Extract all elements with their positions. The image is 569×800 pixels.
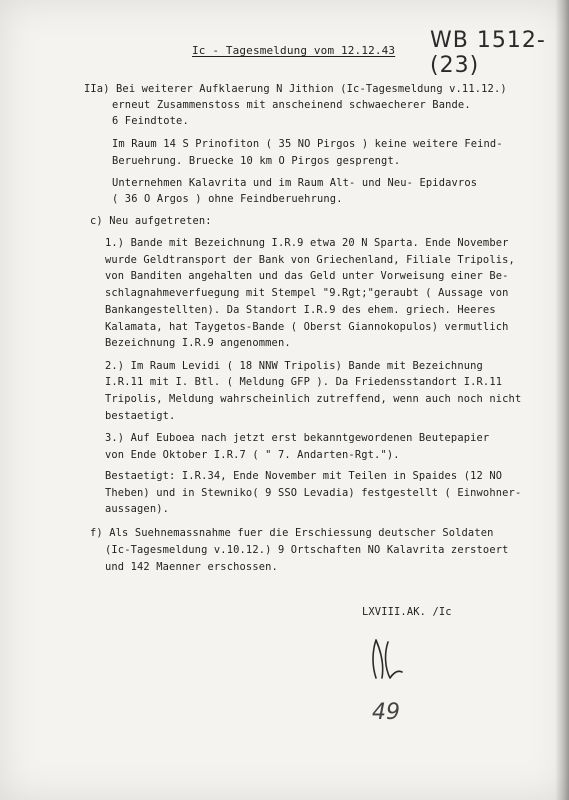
body-line: I.R.11 mit I. Btl. ( Meldung GFP ). Da Friedensstandort I.R.11 xyxy=(105,376,503,388)
body-line: 6 Feindtote. xyxy=(112,115,189,127)
body-line: Kalamata, hat Taygetos-Bande ( Oberst Giannokopulos) vermutlich xyxy=(105,321,509,333)
body-line: Im Raum 14 S Prinofiton ( 35 NO Pirgos ) keine weitere Feind- xyxy=(112,138,503,150)
body-line: 2.) Im Raum Levidi ( 18 NNW Tripolis) Bande mit Bezeichnung xyxy=(105,360,483,372)
body-line: erneut Zusammenstoss mit anscheinend schwaecherer Bande. xyxy=(112,99,471,111)
page-edge-shadow xyxy=(555,0,569,800)
body-line: 1.) Bande mit Bezeichnung I.R.9 etwa 20 N Sparta. Ende November xyxy=(105,237,509,249)
body-line: Bezeichnung I.R.9 angenommen. xyxy=(105,337,291,349)
body-line: und 142 Maenner erschossen. xyxy=(105,561,278,573)
body-line: Unternehmen Kalavrita und im Raum Alt- und Neu- Epidavros xyxy=(112,177,478,189)
body-line: von Ende Oktober I.R.7 ( " 7. Andarten-Rgt."). xyxy=(105,449,400,461)
body-line: wurde Geldtransport der Bank von Griechenland, Filiale Tripolis, xyxy=(105,254,515,266)
body-line: von Banditen angehalten und das Geld unter Vorweisung einer Be- xyxy=(105,270,509,282)
section-heading: c) Neu aufgetreten: xyxy=(90,215,212,227)
body-line: bestaetigt. xyxy=(105,410,176,422)
handwritten-signature xyxy=(368,636,408,687)
body-line: Beruehrung. Bruecke 10 km O Pirgos gesprengt. xyxy=(112,155,401,167)
body-line: IIa) Bei weiterer Aufklaerung N Jithion (Ic-Tagesmeldung v.11.12.) xyxy=(84,83,507,95)
archive-reference-text: WB 1512-(23) xyxy=(430,28,546,78)
body-line: (Ic-Tagesmeldung v.10.12.) 9 Ortschaften NO Kalavrita zerstoert xyxy=(105,544,509,556)
handwritten-page-number: 49 xyxy=(372,700,400,725)
body-line: Bestaetigt: I.R.34, Ende November mit Teilen in Spaides (12 NO xyxy=(105,470,503,482)
body-line: 3.) Auf Euboea nach jetzt erst bekanntgewordenen Beutepapier xyxy=(105,432,490,444)
body-line: Theben) und in Stewniko( 9 SSO Levadia) festgestellt ( Einwohner- xyxy=(105,487,522,499)
document-title: Ic - Tagesmeldung vom 12.12.43 xyxy=(192,44,396,57)
archive-reference-stamp xyxy=(430,28,569,78)
body-line: ( 36 O Argos ) ohne Feindberuehrung. xyxy=(112,193,343,205)
body-line: schlagnahmeverfuegung mit Stempel "9.Rgt;"geraubt ( Aussage von xyxy=(105,287,509,299)
body-line: f) Als Suehnemassnahme fuer die Erschiessung deutscher Soldaten xyxy=(90,527,494,539)
body-line: Bankangestellten). Da Standort I.R.9 des ehem. griech. Heeres xyxy=(105,304,496,316)
sign-off: LXVIII.AK. /Ic xyxy=(362,606,452,618)
body-line: aussagen). xyxy=(105,503,170,515)
body-line: Tripolis, Meldung wahrscheinlich zutreffend, wenn auch noch nicht xyxy=(105,393,522,405)
